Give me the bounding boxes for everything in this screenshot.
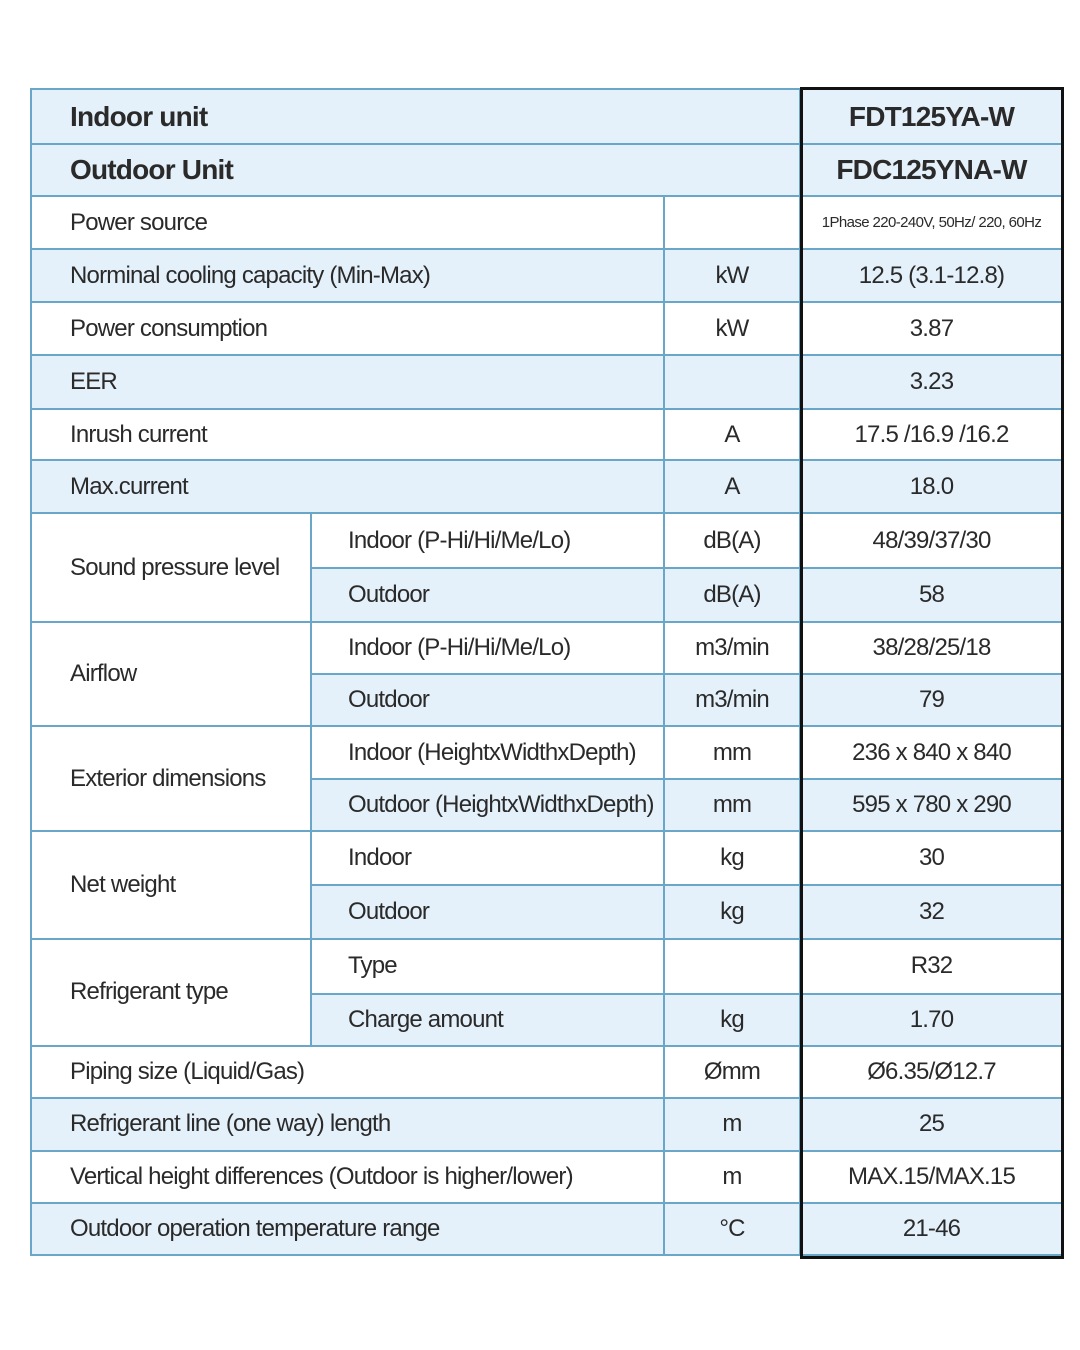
airflow-outdoor-value: 79: [800, 674, 1063, 726]
net-weight-outdoor-value: 32: [800, 885, 1063, 939]
cooling-capacity-value: 12.5 (3.1-12.8): [800, 249, 1063, 302]
table-row: [31, 302, 1063, 355]
max-current-unit: A: [664, 460, 800, 513]
indoor-unit-label: Indoor unit: [31, 89, 800, 144]
table-row: [31, 355, 1063, 409]
table-row: [31, 726, 1063, 779]
sound-outdoor-value: 58: [800, 568, 1063, 622]
line-length-value: 25: [800, 1098, 1063, 1151]
refrigerant-type-label: Refrigerant type: [31, 939, 311, 1046]
net-weight-outdoor-label: Outdoor: [311, 885, 664, 939]
sound-pressure-label: Sound pressure level: [31, 513, 311, 622]
refrigerant-type-unit: [664, 939, 800, 994]
airflow-label: Airflow: [31, 622, 311, 726]
refrigerant-type-sub-label: Type: [311, 939, 664, 994]
airflow-indoor-unit: m3/min: [664, 622, 800, 674]
power-source-label: Power source: [31, 196, 664, 249]
height-diff-label: Vertical height differences (Outdoor is higher/lower): [31, 1151, 664, 1203]
charge-amount-label: Charge amount: [311, 994, 664, 1046]
line-length-unit: m: [664, 1098, 800, 1151]
header-row-outdoor: [31, 144, 1063, 196]
power-consumption-label: Power consumption: [31, 302, 664, 355]
spec-table: [30, 88, 1064, 1256]
table-row: [31, 1151, 1063, 1203]
inrush-current-unit: A: [664, 409, 800, 460]
net-weight-outdoor-unit: kg: [664, 885, 800, 939]
inrush-current-label: Inrush current: [31, 409, 664, 460]
dimensions-indoor-label: Indoor (HeightxWidthxDepth): [311, 726, 664, 779]
piping-size-unit: Ømm: [664, 1046, 800, 1098]
sound-indoor-label: Indoor (P-Hi/Hi/Me/Lo): [311, 513, 664, 568]
table-row: [31, 513, 1063, 568]
header-row-indoor: [31, 89, 1063, 144]
table-row: [31, 196, 1063, 249]
max-current-label: Max.current: [31, 460, 664, 513]
temp-range-unit: °C: [664, 1203, 800, 1255]
table-row: [31, 460, 1063, 513]
piping-size-label: Piping size (Liquid/Gas): [31, 1046, 664, 1098]
dimensions-outdoor-label: Outdoor (HeightxWidthxDepth): [311, 779, 664, 831]
power-source-unit: [664, 196, 800, 249]
eer-label: EER: [31, 355, 664, 409]
piping-size-value: Ø6.35/Ø12.7: [800, 1046, 1063, 1098]
charge-amount-value: 1.70: [800, 994, 1063, 1046]
max-current-value: 18.0: [800, 460, 1063, 513]
charge-amount-unit: kg: [664, 994, 800, 1046]
table-row: [31, 1203, 1063, 1255]
sound-indoor-value: 48/39/37/30: [800, 513, 1063, 568]
sound-outdoor-label: Outdoor: [311, 568, 664, 622]
airflow-outdoor-unit: m3/min: [664, 674, 800, 726]
outdoor-unit-label: Outdoor Unit: [31, 144, 800, 196]
refrigerant-type-value: R32: [800, 939, 1063, 994]
net-weight-label: Net weight: [31, 831, 311, 938]
temp-range-label: Outdoor operation temperature range: [31, 1203, 664, 1255]
height-diff-unit: m: [664, 1151, 800, 1203]
height-diff-value: MAX.15/MAX.15: [800, 1151, 1063, 1203]
power-consumption-unit: kW: [664, 302, 800, 355]
airflow-indoor-value: 38/28/25/18: [800, 622, 1063, 674]
eer-unit: [664, 355, 800, 409]
cooling-capacity-unit: kW: [664, 249, 800, 302]
table-row: [31, 1098, 1063, 1151]
dimensions-outdoor-value: 595 x 780 x 290: [800, 779, 1063, 831]
table-row: [31, 1046, 1063, 1098]
dimensions-indoor-value: 236 x 840 x 840: [800, 726, 1063, 779]
dimensions-outdoor-unit: mm: [664, 779, 800, 831]
dimensions-indoor-unit: mm: [664, 726, 800, 779]
power-consumption-value: 3.87: [800, 302, 1063, 355]
table-row: [31, 831, 1063, 884]
cooling-capacity-label: Norminal cooling capacity (Min-Max): [31, 249, 664, 302]
airflow-indoor-label: Indoor (P-Hi/Hi/Me/Lo): [311, 622, 664, 674]
outdoor-model: FDC125YNA-W: [800, 144, 1063, 196]
net-weight-indoor-label: Indoor: [311, 831, 664, 884]
indoor-model: FDT125YA-W: [800, 89, 1063, 144]
table-row: [31, 939, 1063, 994]
dimensions-label: Exterior dimensions: [31, 726, 311, 831]
net-weight-indoor-value: 30: [800, 831, 1063, 884]
table-row: [31, 249, 1063, 302]
line-length-label: Refrigerant line (one way) length: [31, 1098, 664, 1151]
net-weight-indoor-unit: kg: [664, 831, 800, 884]
table-row: [31, 622, 1063, 674]
sound-outdoor-unit: dB(A): [664, 568, 800, 622]
inrush-current-value: 17.5 /16.9 /16.2: [800, 409, 1063, 460]
eer-value: 3.23: [800, 355, 1063, 409]
airflow-outdoor-label: Outdoor: [311, 674, 664, 726]
temp-range-value: 21-46: [800, 1203, 1063, 1255]
power-source-value: 1Phase 220-240V, 50Hz/ 220, 60Hz: [800, 196, 1063, 249]
table-row: [31, 409, 1063, 460]
sound-indoor-unit: dB(A): [664, 513, 800, 568]
